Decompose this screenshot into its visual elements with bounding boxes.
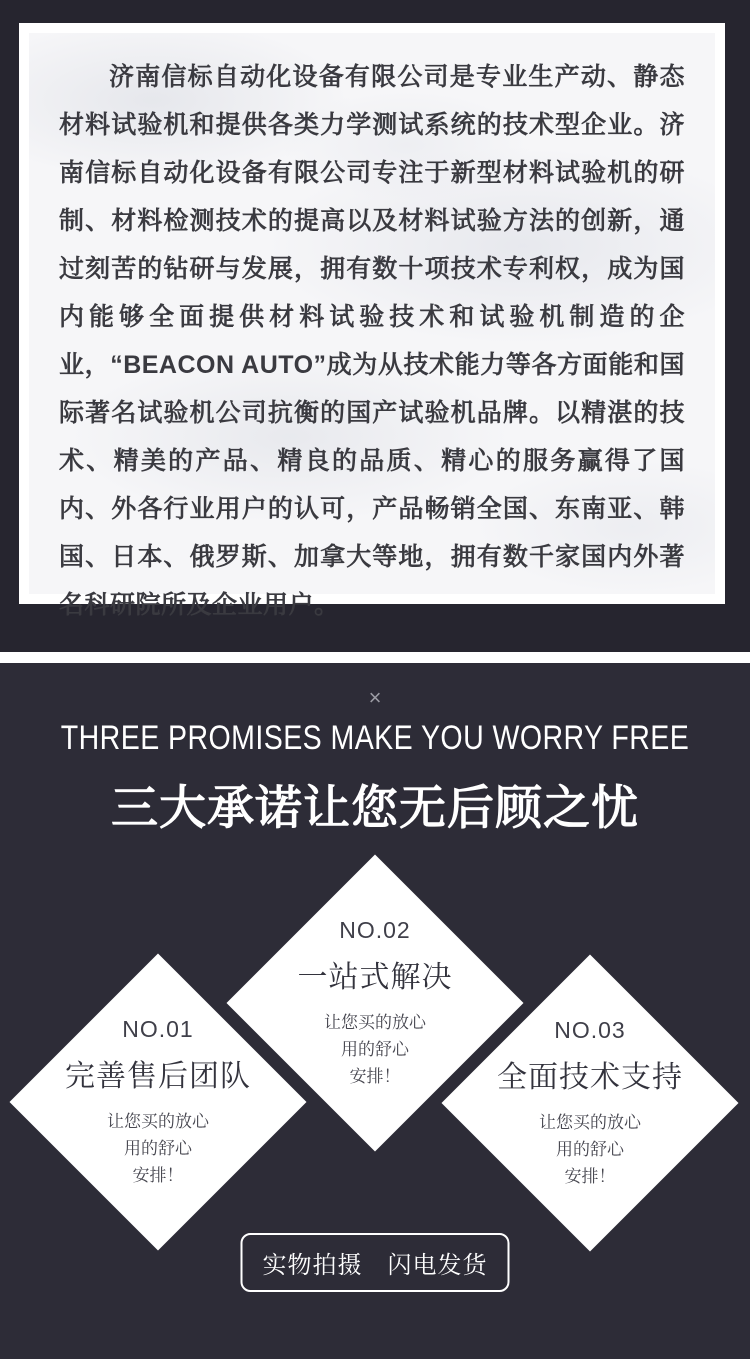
promise-subtext-line: 让您买的放心 — [106, 1111, 209, 1131]
intro-panel — [19, 23, 725, 619]
promise-subtext-line: 安排！ — [132, 1165, 184, 1185]
promise-card-3 — [442, 955, 739, 1252]
company-intro-section — [0, 0, 750, 652]
promises-title-en: THREE PROMISES MAKE YOU WORRY FREE — [60, 719, 690, 757]
promise-card-2-content — [270, 898, 480, 1108]
promise-subtext-line: 让您买的放心 — [539, 1112, 641, 1132]
x-divider-icon: × — [368, 685, 382, 710]
company-intro-text: 济南信标自动化设备有限公司是专业生产动、静态材料试验机和提供各类力学测试系统的技术型企业。济南信标自动化设备有限公司专注于新型材料试验机的研制、材料检测技术的提高以及材料试验方法的创新，通过刻苦的钻研与发展，拥有数十项技术专利权，成为国内能够全面提供材料试验技术和试验机制造的企业，“BEACON AUTO”成为从技术能力等各方面能和国际著名试验机公司抗衡的国产试验机品牌。以精湛的技术、精美的产品、精良的品质、精心的服务赢得了国内、外各行业用户的认可，产品畅销全国、东南亚、韩国、日本、俄罗斯、加拿大等地，拥有数千家国内外著名科研院所及企业用户。 — [59, 63, 685, 619]
promise-subtext-line: 用的舒心 — [124, 1138, 192, 1158]
promise-subtext — [324, 1009, 426, 1090]
promise-number: NO.01 — [122, 1015, 194, 1042]
promise-subtext-line: 安排！ — [564, 1166, 616, 1186]
promise-number: NO.03 — [554, 1016, 626, 1043]
promise-card-1 — [10, 954, 307, 1251]
promise-subtext-line: 安排！ — [349, 1066, 401, 1086]
marble-background — [29, 33, 715, 619]
shipping-badge: 实物拍摄 闪电发货 — [241, 1233, 510, 1292]
promise-subtext — [107, 1108, 209, 1189]
promise-subtext — [539, 1109, 641, 1190]
promise-title: 一站式解决 — [297, 960, 453, 994]
promise-title: 全面技术支持 — [497, 1060, 683, 1094]
section-divider — [0, 652, 750, 663]
promise-card-3-content — [485, 998, 695, 1208]
promises-title-zh: 三大承诺让您无后顾之忧 — [111, 781, 639, 834]
promise-subtext-line: 用的舒心 — [341, 1039, 409, 1059]
promise-subtext-line: 用的舒心 — [556, 1139, 624, 1159]
promise-subtext-line: 让您买的放心 — [324, 1012, 426, 1032]
promise-number: NO.02 — [339, 916, 411, 943]
promises-section — [0, 663, 750, 1359]
promise-title: 完善售后团队 — [65, 1059, 251, 1093]
promise-card-1-content — [53, 997, 263, 1207]
